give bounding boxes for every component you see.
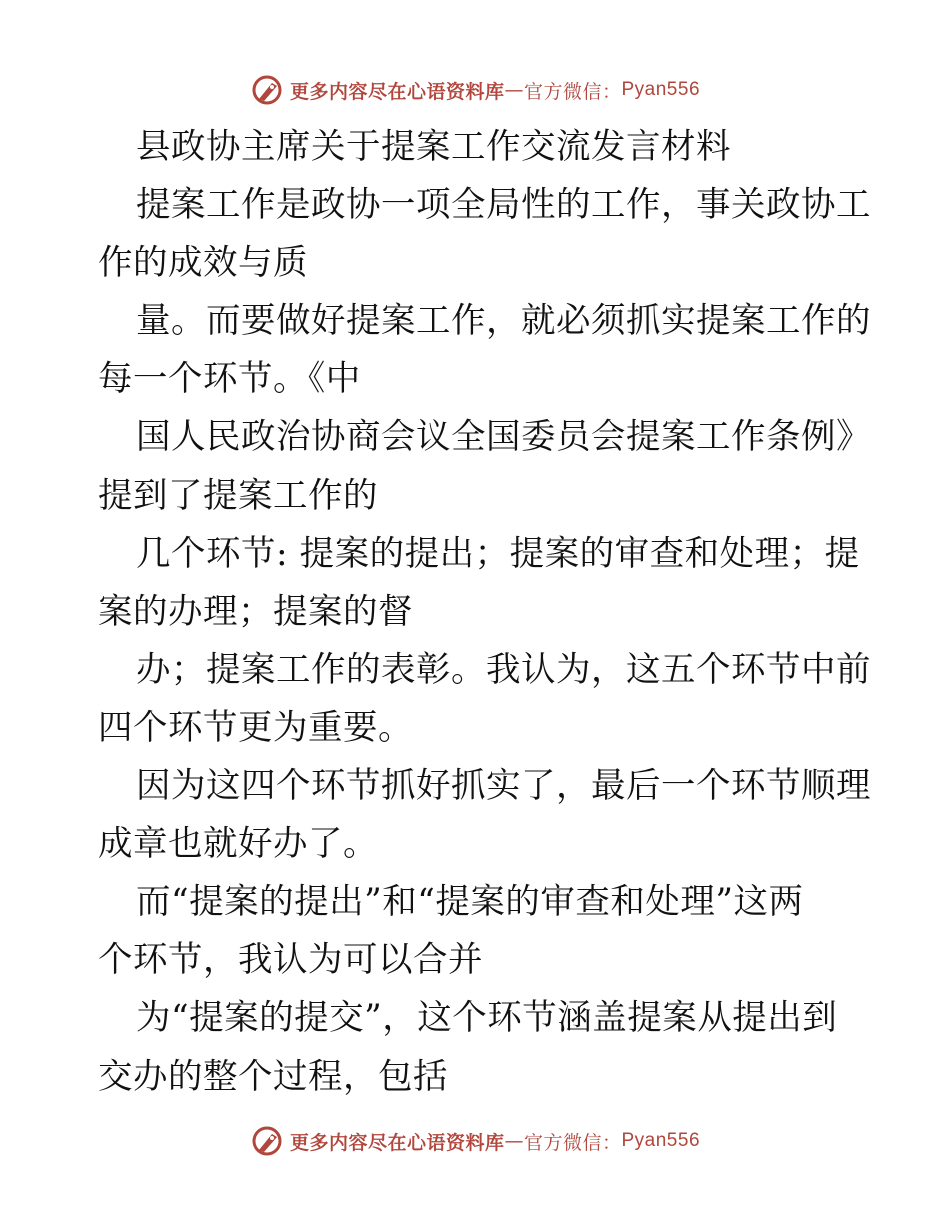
banner-wechat-id: Pyan556 <box>621 79 701 100</box>
text-line: 作的成效与质 <box>98 243 308 284</box>
banner-wechat-label: 官方微信： <box>523 1131 622 1154</box>
text-line: 四个环节更为重要。 <box>98 707 413 748</box>
document-body <box>98 118 871 1106</box>
document-title: 县政协主席关于提案工作交流发言材料 <box>136 127 731 167</box>
banner-wechat-id: Pyan556 <box>621 1130 701 1151</box>
pen-nib-logo-icon <box>250 73 284 107</box>
banner-text: 更多内容尽在心语资料库 <box>289 80 505 103</box>
text-line: 而“提案的提出”和“提案的审查和处理”这两 <box>136 882 804 923</box>
pen-nib-logo-icon <box>250 1124 284 1158</box>
text-line: 为“提案的提交”，这个环节涵盖提案从提出到 <box>136 998 838 1039</box>
text-line: 办；提案工作的表彰。我认为，这五个环节中前 <box>136 649 871 690</box>
banner-separator: — <box>504 1130 524 1152</box>
header-banner <box>0 68 950 112</box>
text-line: 因为这四个环节抓好抓实了，最后一个环节顺理 <box>136 766 871 807</box>
text-line: 交办的整个过程，包括 <box>98 1056 448 1097</box>
text-line: 提到了提案工作的 <box>98 475 378 516</box>
banner-text: 更多内容尽在心语资料库 <box>289 1131 505 1154</box>
text-line: 国人民政治协商会议全国委员会提案工作条例》 <box>136 417 871 458</box>
text-line: 量。而要做好提案工作，就必须抓实提案工作的 <box>136 301 871 342</box>
text-line: 成章也就好办了。 <box>98 824 378 865</box>
text-line: 几个环节: 提案的提出；提案的审查和处理；提 <box>136 533 860 574</box>
banner-separator: — <box>504 79 524 101</box>
footer-banner <box>0 1119 950 1163</box>
text-line: 个环节，我认为可以合并 <box>98 940 483 981</box>
text-line: 每一个环节。《中 <box>98 359 361 400</box>
banner-wechat-label: 官方微信： <box>523 80 622 103</box>
text-line: 提案工作是政协一项全局性的工作，事关政协工 <box>136 185 871 226</box>
text-line: 案的办理；提案的督 <box>98 591 413 632</box>
